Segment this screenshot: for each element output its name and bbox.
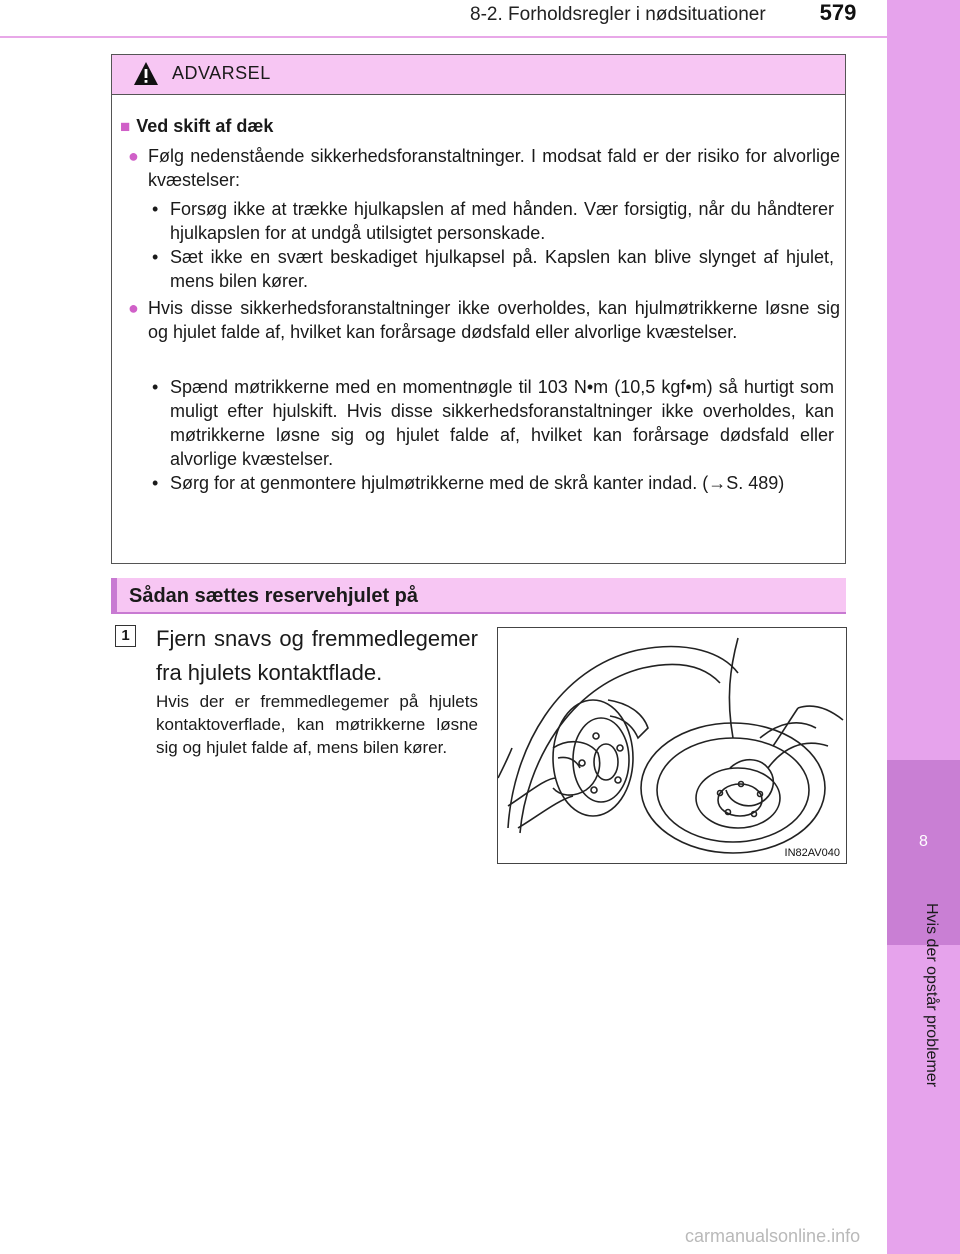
- step-description: Hvis der er fremmedlegemer på hjulets kontaktoverflade, kan møtrikkerne løsne sig og hjulet falde af, mens bilen kører.: [156, 692, 478, 757]
- watermark: carmanualsonline.info: [685, 1226, 861, 1246]
- warning-triangle-icon: [133, 61, 159, 87]
- warning-point-1: [128, 144, 840, 192]
- warning-point-2-bullets: [152, 375, 834, 495]
- square-bullet-icon: ■: [120, 117, 131, 136]
- list-item: • Sørg for at genmontere hjulmøtrikkerne med de skrå kanter indad. (→S. 489): [152, 473, 785, 493]
- circle-bullet-icon: ●: [128, 146, 139, 166]
- warning-point-2: [128, 296, 840, 344]
- page-number: 579: [819, 0, 857, 25]
- illustration-code: IN82AV040: [784, 847, 840, 859]
- warning-box: [111, 54, 846, 564]
- section-heading: Sådan sættes reservehjulet på: [111, 578, 846, 614]
- warning-point-1-text: Følg nedenstående sikkerhedsforanstaltninger. I modsat fald er der risiko for alvorlige kvæstelser:: [148, 146, 840, 190]
- illustration: [497, 627, 847, 864]
- warning-title: ADVARSEL: [172, 63, 271, 83]
- step-number: 1: [115, 625, 136, 647]
- list-item: • Forsøg ikke at trække hjulkapslen af med hånden. Vær forsigtig, når du håndterer hjulkapslen for at undgå utilsigtet personskade.: [152, 199, 834, 243]
- chapter-label: Hvis der opstår problemer: [923, 903, 940, 1088]
- list-item: • Spænd møtrikkerne med en momentnøgle til 103 N•m (10,5 kgf•m) så hurtigt som muligt efter hjulskift. Hvis disse sikkerhedsforanstaltninger ikke overholdes, kan møtrikkerne løsne sig og hjulet falde af, hvilket kan forårsage dødsfald eller alvorlige kvæstelser.: [152, 377, 834, 469]
- wheel-cleaning-illustration: [498, 628, 847, 864]
- warning-heading: ■ Ved skift af dæk: [120, 116, 274, 136]
- step-title: Fjern snavs og fremmedlegemer fra hjulets kontaktflade.: [156, 626, 478, 685]
- circle-bullet-icon: ●: [128, 298, 139, 318]
- chapter-number: 8: [919, 833, 928, 850]
- warning-point-1-bullets: [152, 197, 834, 293]
- header-divider: [0, 36, 887, 38]
- list-item: • Sæt ikke en svært beskadiget hjulkapsel på. Kapslen kan blive slynget af hjulet, mens bilen kører.: [152, 247, 834, 291]
- warning-header: [112, 55, 845, 95]
- warning-point-2-text: Hvis disse sikkerhedsforanstaltninger ikke overholdes, kan hjulmøtrikkerne løsne sig og hjulet falde af, hvilket kan forårsage dødsfald eller alvorlige kvæstelser.: [148, 298, 840, 342]
- section-title: 8-2. Forholdsregler i nødsituationer: [470, 4, 766, 25]
